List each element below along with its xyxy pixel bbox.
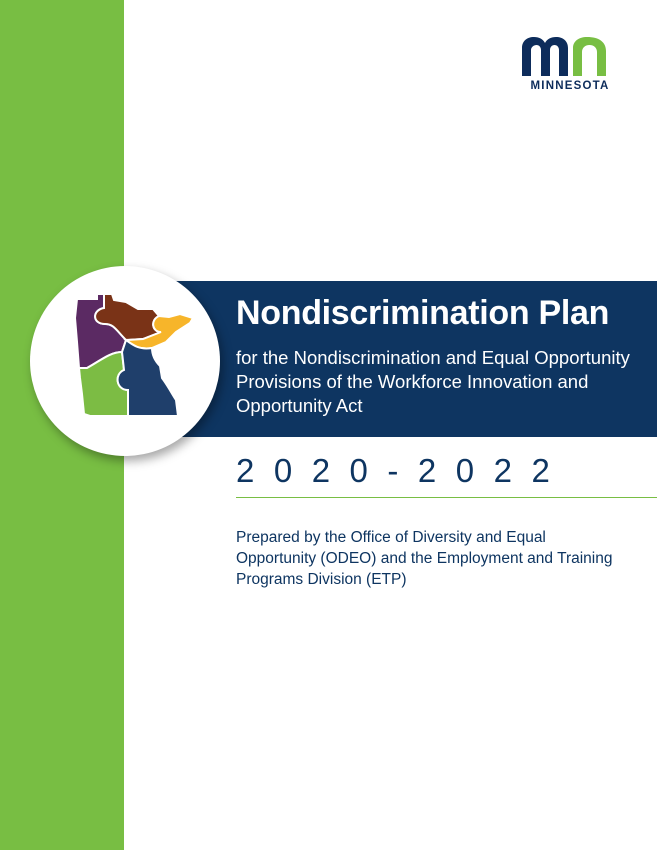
minnesota-logo bbox=[519, 34, 621, 96]
prepared-by-text: Prepared by the Office of Diversity and Equal Opportunity (ODEO) and the Employment and Training Programs Division (ETP) bbox=[236, 529, 613, 588]
plan-years: 2020-2022 bbox=[236, 452, 570, 489]
logo-wordmark: MINNESOTA bbox=[530, 80, 610, 92]
minnesota-puzzle-map-icon bbox=[30, 266, 220, 456]
mn-logo-icon bbox=[519, 34, 621, 80]
document-title: Nondiscrimination Plan bbox=[236, 294, 610, 332]
green-divider bbox=[236, 497, 657, 498]
puzzle-map-badge bbox=[30, 266, 220, 456]
document-subtitle: for the Nondiscrimination and Equal Opportunity Provisions of the Workforce Innovation and Opportunity Act bbox=[236, 347, 630, 416]
